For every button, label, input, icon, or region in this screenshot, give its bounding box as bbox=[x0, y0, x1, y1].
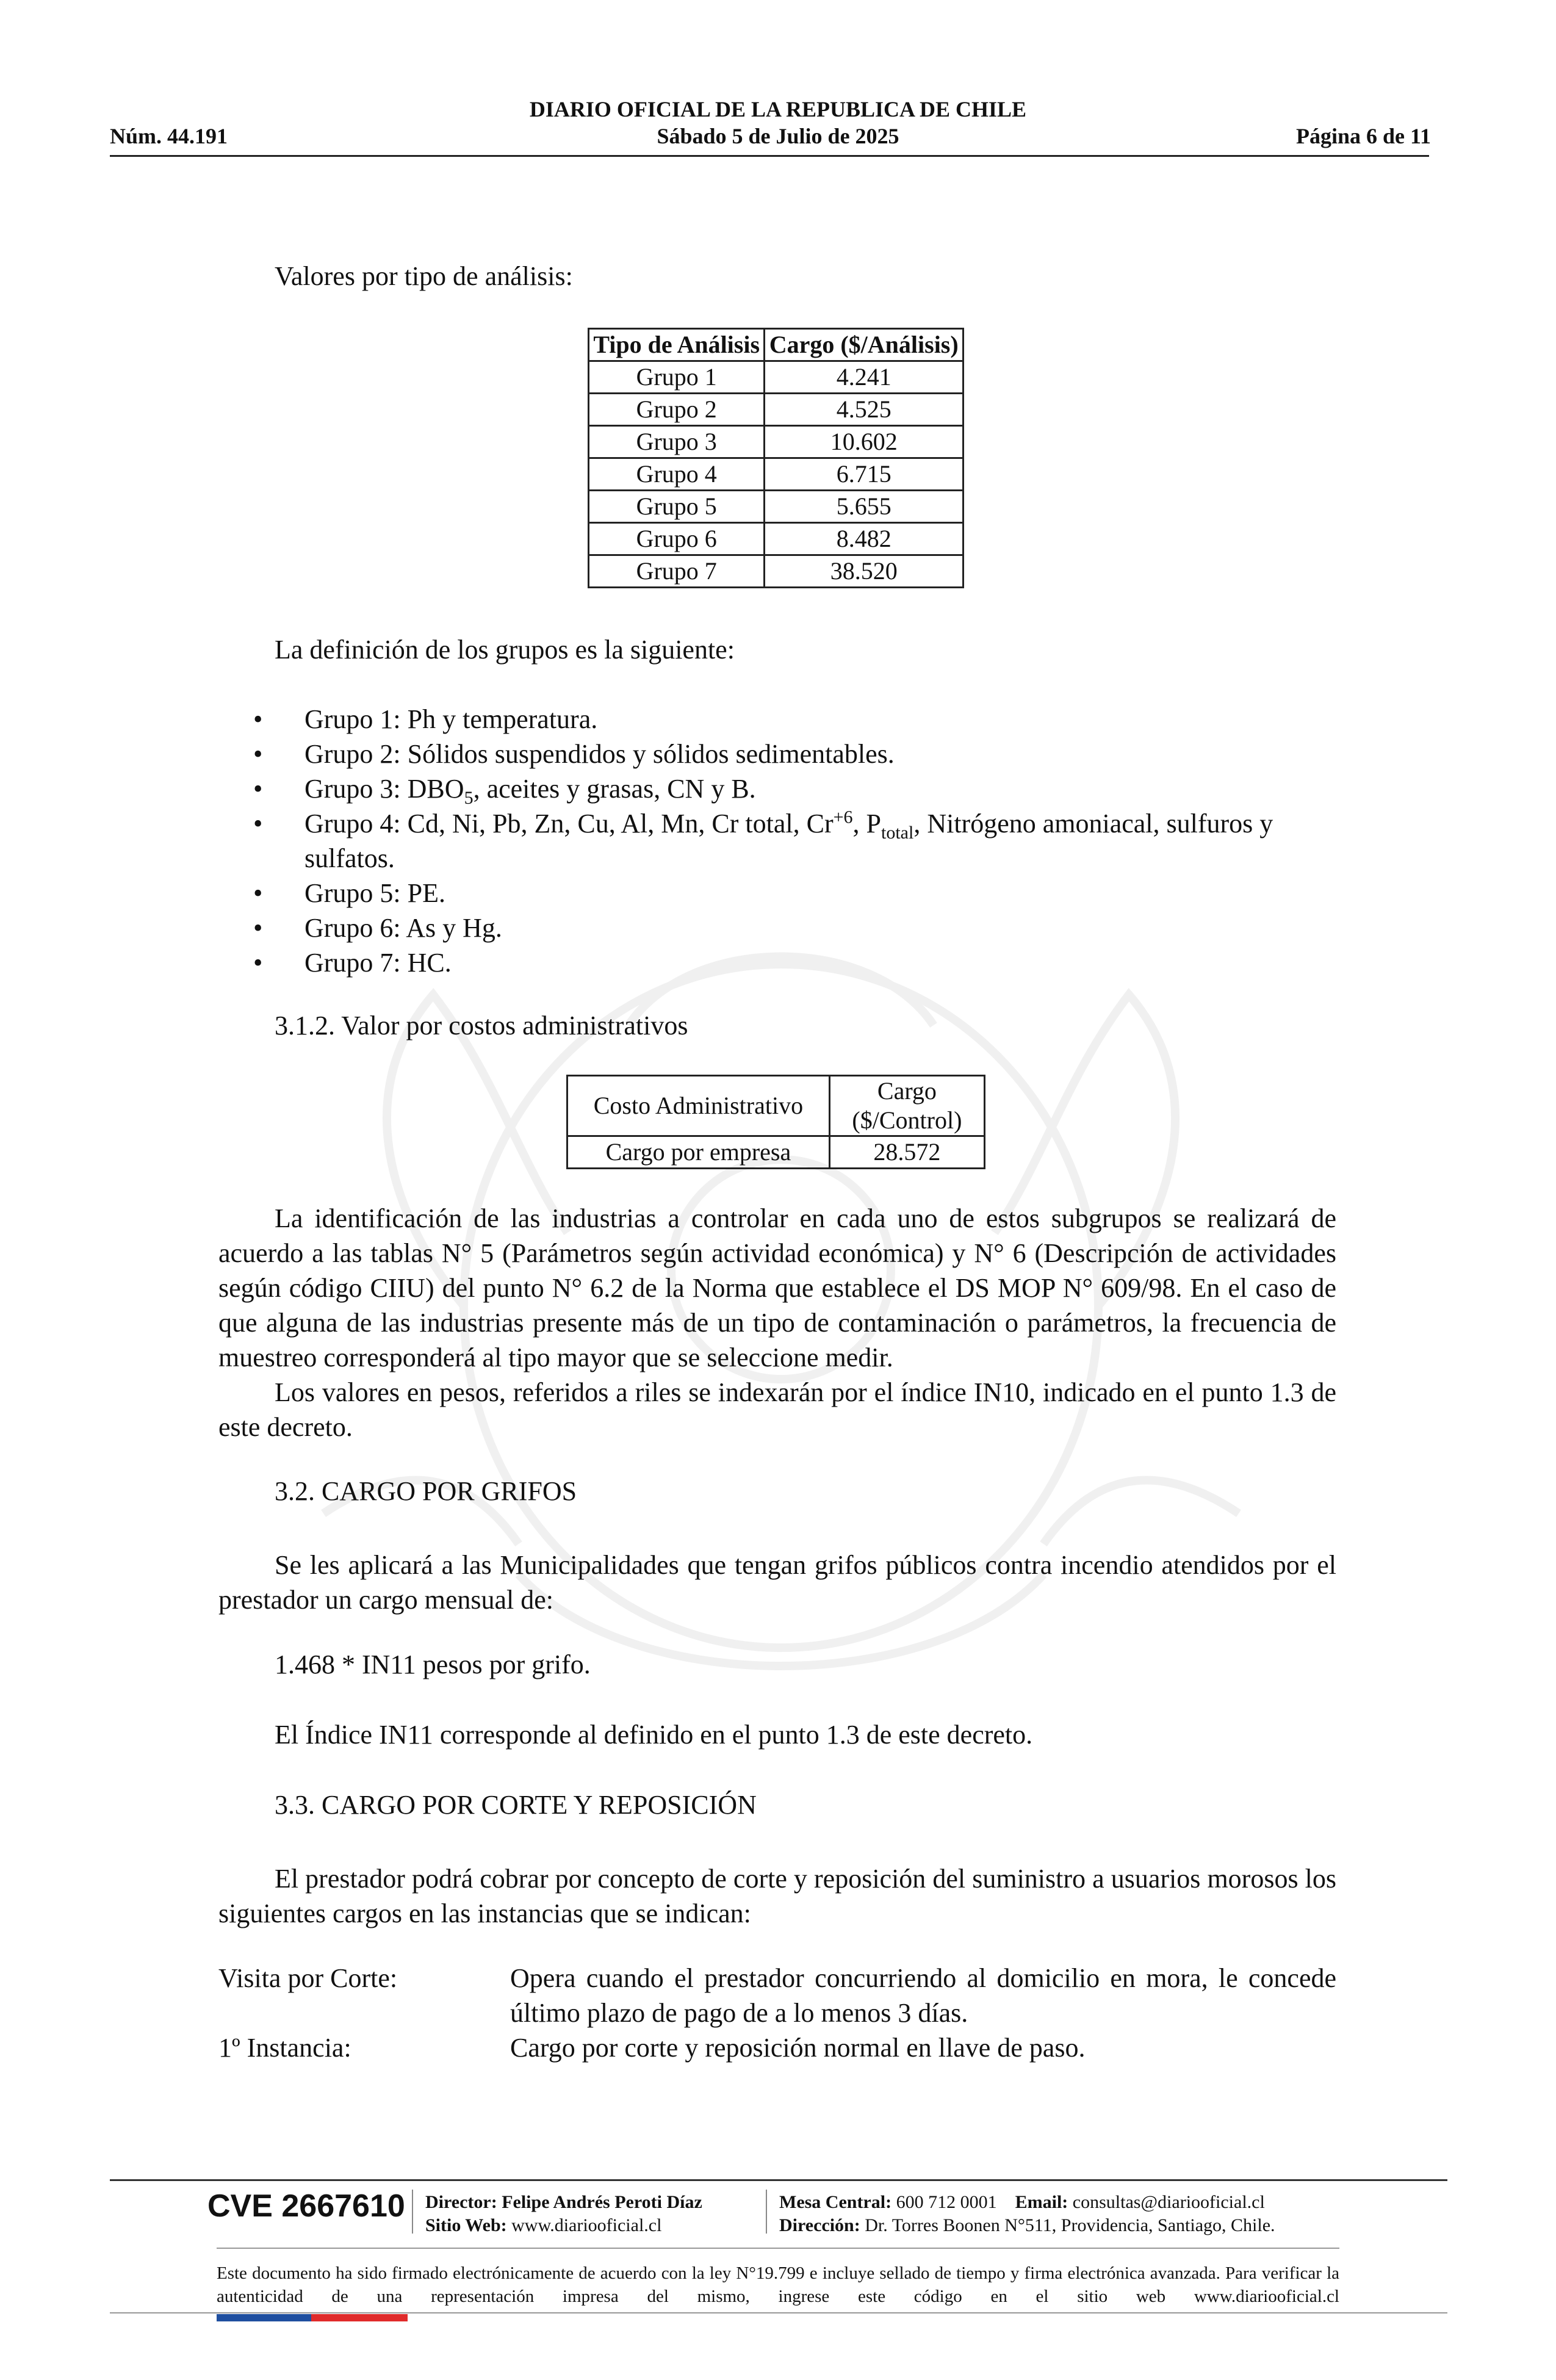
issue-date: Sábado 5 de Julio de 2025 bbox=[657, 124, 899, 148]
group-1-text: Grupo 1: Ph y temperatura. bbox=[304, 704, 598, 734]
group-5-text: Grupo 5: PE. bbox=[304, 878, 445, 908]
table-row bbox=[589, 458, 963, 491]
footer-bottom-rule bbox=[110, 2312, 1447, 2313]
superscript-plus-6: +6 bbox=[833, 807, 853, 828]
list-item bbox=[253, 876, 1339, 911]
subscript-5: 5 bbox=[464, 787, 474, 808]
subscript-total: total bbox=[881, 822, 914, 843]
footer-inner-rule bbox=[217, 2248, 1339, 2249]
bullet-icon: • bbox=[253, 948, 263, 978]
website-link[interactable]: www.diariooficial.cl bbox=[511, 2215, 662, 2235]
corte-item-label: Visita por Corte: bbox=[218, 1963, 398, 1993]
table-row bbox=[589, 361, 963, 394]
grifos-formula: 1.468 * IN11 pesos por grifo. bbox=[275, 1650, 591, 1679]
footer-top-rule bbox=[110, 2179, 1447, 2181]
issue-number: Núm. 44.191 bbox=[110, 124, 228, 148]
grifos-heading: 3.2. CARGO POR GRIFOS bbox=[275, 1476, 577, 1506]
group-3-text bbox=[304, 774, 756, 808]
website-label: Sitio Web: bbox=[425, 2215, 507, 2235]
list-item bbox=[253, 911, 1339, 945]
table-cell: Grupo 2 bbox=[589, 394, 765, 426]
analysis-table bbox=[588, 328, 964, 588]
header-divider bbox=[110, 155, 1429, 157]
email-link[interactable]: consultas@diariooficial.cl bbox=[1072, 2192, 1265, 2212]
table-cell: 4.241 bbox=[765, 361, 963, 394]
table-cell: Grupo 4 bbox=[589, 458, 765, 491]
director-name: Felipe Andrés Peroti Díaz bbox=[502, 2192, 702, 2212]
phone-email-line bbox=[779, 2191, 1275, 2214]
bullet-icon: • bbox=[253, 878, 263, 908]
table-cell: 8.482 bbox=[765, 523, 963, 555]
table-cell: 38.520 bbox=[765, 555, 963, 588]
table-row bbox=[589, 426, 963, 458]
table-cell: Grupo 1 bbox=[589, 361, 765, 394]
table-cell: Grupo 6 bbox=[589, 523, 765, 555]
table-row bbox=[589, 555, 963, 588]
table-row bbox=[589, 491, 963, 523]
group-4-text bbox=[304, 809, 1273, 873]
group-4-part: Grupo 4: Cd, Ni, Pb, Zn, Cu, Al, Mn, Cr total, Cr bbox=[304, 809, 834, 838]
indexation-paragraph: Los valores en pesos, referidos a riles se indexarán por el índice IN10, indicado en el punto 1.3 de este decreto. bbox=[218, 1377, 1336, 1442]
column-header: Cargo ($/Análisis) bbox=[765, 329, 963, 361]
list-item bbox=[253, 771, 1339, 806]
footer-contact-block bbox=[779, 2191, 1275, 2237]
header-line: ($/Control) bbox=[852, 1106, 962, 1134]
page-number: Página 6 de 11 bbox=[1295, 124, 1431, 148]
admin-table-header bbox=[567, 1076, 985, 1136]
director-line bbox=[425, 2191, 702, 2214]
groups-list bbox=[253, 702, 1339, 980]
list-item bbox=[253, 806, 1339, 876]
column-header bbox=[829, 1076, 984, 1136]
table-cell: 10.602 bbox=[765, 426, 963, 458]
table-row bbox=[589, 394, 963, 426]
table-cell: Grupo 3 bbox=[589, 426, 765, 458]
electronic-signature-note: Este documento ha sido firmado electrónicamente de acuerdo con la ley N°19.799 e incluye sellado de tiempo y firma electrónica avanzada. Para verificar la autenticidad de una representación impresa del mismo, ingrese este código en el sitio web www.diariooficial.cl bbox=[217, 2263, 1339, 2306]
flag-stripe-red bbox=[311, 2314, 408, 2321]
footer-director-block bbox=[425, 2191, 702, 2237]
corte-item-text: Opera cuando el prestador concurriendo al domicilio en mora, le concede último plazo de pago de a lo menos 3 días. bbox=[510, 1963, 1336, 2028]
table-cell: 4.525 bbox=[765, 394, 963, 426]
footer-separator bbox=[766, 2190, 767, 2234]
list-item bbox=[253, 702, 1339, 737]
email-label: Email: bbox=[1015, 2192, 1068, 2212]
footer-separator bbox=[412, 2190, 413, 2234]
phone-value: 600 712 0001 bbox=[896, 2192, 997, 2212]
flag-stripe-blue bbox=[217, 2314, 311, 2321]
address-value: Dr. Torres Boonen N°511, Providencia, Santiago, Chile. bbox=[865, 2215, 1275, 2235]
table-row bbox=[567, 1136, 985, 1169]
table-cell: 6.715 bbox=[765, 458, 963, 491]
table-cell: Cargo por empresa bbox=[567, 1136, 830, 1169]
groups-definition-intro: La definición de los grupos es la siguiente: bbox=[275, 635, 735, 665]
grifos-index-note: El Índice IN11 corresponde al definido en el punto 1.3 de este decreto. bbox=[275, 1720, 1033, 1750]
newspaper-title: DIARIO OFICIAL DE LA REPUBLICA DE CHILE bbox=[529, 97, 1027, 121]
analysis-intro: Valores por tipo de análisis: bbox=[275, 261, 573, 291]
phone-label: Mesa Central: bbox=[779, 2192, 892, 2212]
list-item bbox=[253, 945, 1339, 980]
group-3-part: , aceites y grasas, CN y B. bbox=[473, 774, 756, 804]
admin-costs-table bbox=[566, 1075, 985, 1169]
corte-heading: 3.3. CARGO POR CORTE Y REPOSICIÓN bbox=[275, 1790, 757, 1820]
group-6-text: Grupo 6: As y Hg. bbox=[304, 913, 502, 943]
list-item bbox=[253, 737, 1339, 771]
corte-item-label: 1º Instancia: bbox=[218, 2033, 351, 2063]
column-header: Tipo de Análisis bbox=[589, 329, 765, 361]
grifos-paragraph: Se les aplicará a las Municipalidades que tengan grifos públicos contra incendio atendidos por el prestador un cargo mensual de: bbox=[218, 1550, 1336, 1615]
table-cell: 28.572 bbox=[829, 1136, 984, 1169]
bullet-icon: • bbox=[253, 774, 263, 804]
table-cell: Grupo 5 bbox=[589, 491, 765, 523]
group-3-part: Grupo 3: DBO bbox=[304, 774, 464, 804]
table-cell: 5.655 bbox=[765, 491, 963, 523]
group-2-text: Grupo 2: Sólidos suspendidos y sólidos sedimentables. bbox=[304, 739, 895, 769]
industries-paragraph: La identificación de las industrias a controlar en cada uno de estos subgrupos se realizará de acuerdo a las tablas N° 5 (Parámetros según actividad económica) y N° 6 (Descripción de actividades según código CIIU) del punto N° 6.2 de la Norma que establece el DS MOP N° 609/98. En el caso de que alguna de las industrias presente más de un tipo de contaminación o parámetros, la frecuencia de muestreo corresponderá al tipo mayor que se seleccione medir. bbox=[218, 1203, 1336, 1372]
table-row bbox=[589, 523, 963, 555]
bullet-icon: • bbox=[253, 809, 263, 838]
director-label: Director: bbox=[425, 2192, 497, 2212]
address-line bbox=[779, 2214, 1275, 2237]
group-7-text: Grupo 7: HC. bbox=[304, 948, 452, 978]
column-header: Costo Administrativo bbox=[567, 1076, 830, 1136]
bullet-icon: • bbox=[253, 739, 263, 769]
bullet-icon: • bbox=[253, 704, 263, 734]
admin-costs-heading: 3.1.2. Valor por costos administrativos bbox=[275, 1011, 688, 1040]
corte-item-text: Cargo por corte y reposición normal en llave de paso. bbox=[510, 2033, 1086, 2063]
cve-code: CVE 2667610 bbox=[207, 2188, 405, 2224]
group-4-part: , Nitrógeno amoniacal, sulfuros y sulfatos. bbox=[304, 809, 1273, 873]
group-4-part: , P bbox=[852, 809, 881, 838]
table-cell: Grupo 7 bbox=[589, 555, 765, 588]
website-line bbox=[425, 2214, 702, 2237]
analysis-table-header bbox=[589, 329, 963, 361]
bullet-icon: • bbox=[253, 913, 263, 943]
header-line: Cargo bbox=[877, 1077, 937, 1105]
corte-paragraph: El prestador podrá cobrar por concepto de corte y reposición del suministro a usuarios morosos los siguientes cargos en las instancias que se indican: bbox=[218, 1864, 1336, 1928]
address-label: Dirección: bbox=[779, 2215, 860, 2235]
